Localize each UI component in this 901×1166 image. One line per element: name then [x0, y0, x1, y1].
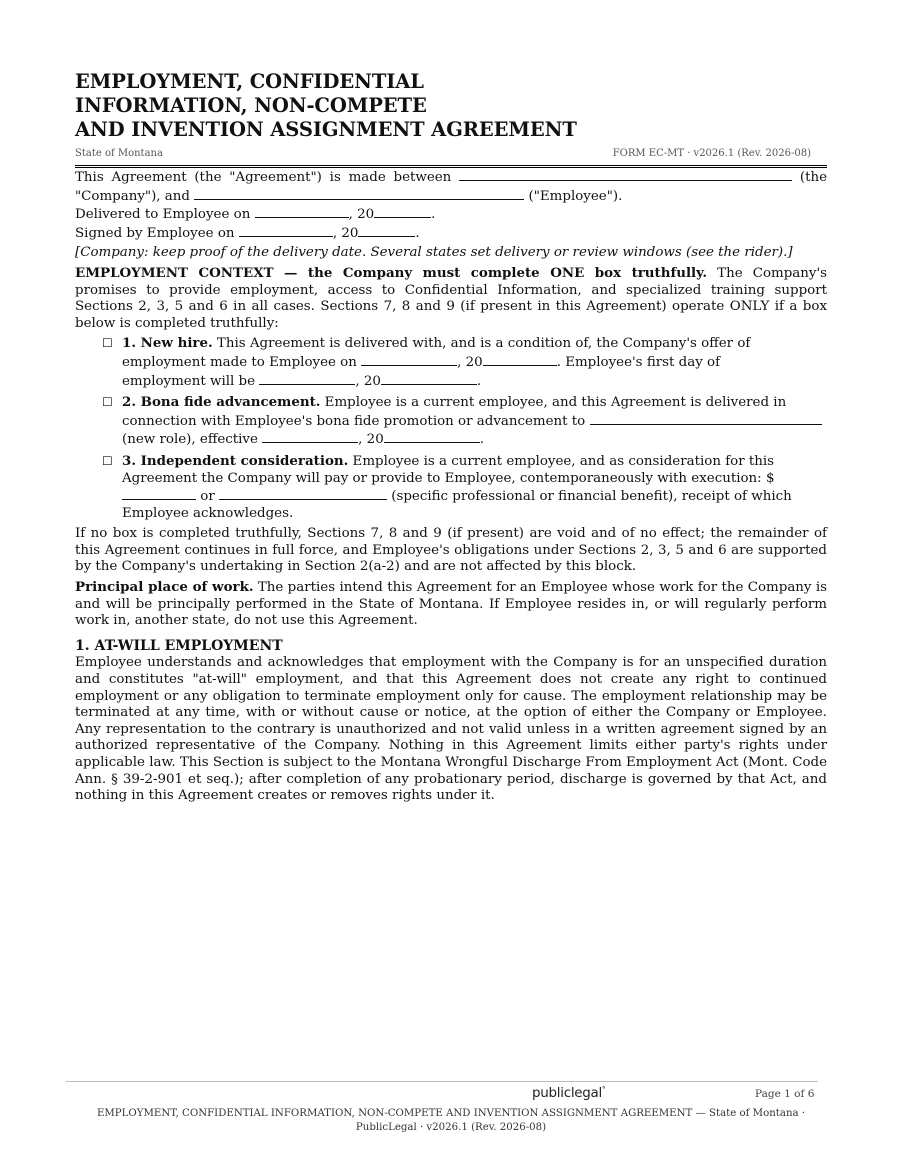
footer-text: [66, 1107, 836, 1135]
footer-line: PublicLegal · v2026.1 (Rev. 2026-08): [355, 1122, 547, 1133]
signed-line: [75, 224, 827, 243]
logo-mark: °: [601, 1085, 606, 1094]
checkbox[interactable]: ☐: [102, 395, 113, 410]
option-body: (specific professional or financial benefit), receipt of which Employee acknowledges.: [122, 489, 792, 521]
option-text: [122, 453, 827, 522]
option-body: Employee is a current employee, and as consideration for this Agreement the Company will pay or provide to Employee, contemporaneously with execution: $: [122, 453, 775, 486]
parties-paragraph: [75, 168, 827, 205]
year-prefix: , 20: [355, 373, 381, 389]
start-year-blank[interactable]: [381, 372, 477, 385]
option-new-hire: [102, 335, 827, 390]
year-prefix: , 20: [358, 432, 384, 448]
option-body: Employee is a current employee, and this Agreement is delivered in connection with Employee's bona fide promotion or advancement to: [122, 395, 787, 429]
year-prefix: , 20: [348, 207, 375, 223]
context-body: The Company's promises to provide employment, access to Confidential Information, and specialized training support Sections 2, 3, 5 and 6 in all cases. Sections 7, 8 and 9 (if present in this Agreement) operate ONLY if a box below is completed truthfully:: [75, 265, 828, 331]
year-prefix: , 20: [332, 225, 359, 241]
option-text: [122, 394, 827, 449]
option-label: 2. Bona fide advancement.: [122, 394, 321, 411]
offer-date-blank[interactable]: [361, 353, 457, 366]
option-body: (new role), effective: [122, 432, 263, 448]
document-body: [75, 168, 827, 805]
signed-label: Signed by Employee on: [75, 225, 235, 241]
no-box-paragraph: If no box is completed truthfully, Sections 7, 8 and 9 (if present) are void and of no effect; the remainder of this Agreement continues in full force, and Employee's obligations under Sections 2, 3, 5 and 6 are supported by the Company's undertaking in Section 2(a-2) and are not affected by this block.: [75, 526, 827, 575]
start-date-blank[interactable]: [259, 372, 355, 385]
footer-rule: [66, 1081, 818, 1082]
page-number: Page 1 of 6: [755, 1088, 815, 1100]
employment-context-paragraph: [75, 265, 827, 332]
delivered-date-blank[interactable]: [255, 205, 349, 218]
benefit-blank[interactable]: [219, 487, 387, 500]
option-text: [122, 335, 827, 390]
title-line: AND INVENTION ASSIGNMENT AGREEMENT: [75, 118, 577, 141]
intro-text: (the "Company"), and: [75, 170, 827, 204]
effective-date-blank[interactable]: [262, 430, 358, 443]
intro-text: This Agreement (the "Agreement") is made between: [75, 170, 452, 185]
delivered-line: [75, 205, 827, 224]
option-label: 1. New hire.: [122, 335, 213, 352]
effective-year-blank[interactable]: [384, 430, 480, 443]
section-1-heading: 1. AT-WILL EMPLOYMENT: [75, 637, 283, 654]
principal-heading: Principal place of work.: [75, 579, 254, 596]
option-body: or: [196, 489, 219, 505]
period: .: [476, 373, 482, 389]
signed-date-blank[interactable]: [239, 224, 333, 237]
amount-blank[interactable]: [122, 487, 196, 500]
delivered-year-blank[interactable]: [374, 205, 431, 218]
context-options: [102, 335, 827, 522]
title-line: EMPLOYMENT, CONFIDENTIAL: [75, 70, 424, 93]
state-label: State of Montana: [75, 148, 163, 159]
new-role-blank[interactable]: [590, 412, 822, 425]
section-1-body: Employee understands and acknowledges that employment with the Company is for an unspecified duration and constitutes "at-will" employment, and that this Agreement does not create any right to continued employment or any obligation to terminate employment only for cause. The employment relationship may be terminated at any time, with or without cause or notice, at the option of either the Company or Employee. Any representation to the contrary is unauthorized and not valid unless in a written agreement signed by an authorized representative of the Company. Nothing in this Agreement limits either party's rights under applicable law. This Section is subject to the Montana Wrongful Discharge From Employment Act (Mont. Code Ann. § 39-2-901 et seq.); after completion of any probationary period, discharge is governed by that Act, and nothing in this Agreement creates or removes rights under it.: [75, 655, 827, 804]
period: .: [431, 207, 436, 223]
option-independent-consideration: [102, 453, 827, 522]
principal-body: The parties intend this Agreement for an Employee whose work for the Company is and will be principally performed in the State of Montana. If Employee resides in, or will regularly perform work in, another state, do not use this Agreement.: [75, 580, 827, 629]
option-body: This Agreement is delivered with, and is a condition of, the Company's offer of employment made to Employee on: [122, 336, 751, 370]
footer-line: EMPLOYMENT, CONFIDENTIAL INFORMATION, NON-COMPETE AND INVENTION ASSIGNMENT AGREEMENT — State of Montana ·: [96, 1108, 806, 1119]
option-body: . Employee's first day of employment will be: [122, 354, 721, 389]
period: .: [415, 225, 420, 241]
employee-name-blank[interactable]: [194, 187, 524, 200]
logo-text: publiclegal: [532, 1085, 602, 1101]
signed-year-blank[interactable]: [358, 224, 415, 237]
document-page: [75, 70, 827, 805]
checkbox[interactable]: ☐: [102, 336, 113, 351]
publiclegal-logo: [532, 1085, 605, 1101]
document-title: [75, 70, 827, 142]
context-heading: EMPLOYMENT CONTEXT — the Company must complete ONE box truthfully.: [75, 264, 708, 281]
checkbox[interactable]: ☐: [102, 453, 113, 468]
option-advancement: [102, 394, 827, 449]
intro-text: ("Employee").: [528, 188, 623, 204]
principal-place-paragraph: [75, 579, 827, 630]
company-name-blank[interactable]: [459, 168, 792, 181]
company-note: [Company: keep proof of the delivery date. Several states set delivery or review windows (see the rider).]: [75, 245, 793, 261]
period: .: [479, 432, 484, 448]
year-prefix: , 20: [457, 354, 483, 370]
offer-year-blank[interactable]: [483, 353, 557, 366]
delivered-label: Delivered to Employee on: [75, 207, 251, 223]
title-line: INFORMATION, NON-COMPETE: [75, 94, 427, 117]
document-meta: [75, 148, 827, 159]
form-id: FORM EC-MT · v2026.1 (Rev. 2026-08): [612, 148, 811, 159]
option-label: 3. Independent consideration.: [122, 452, 349, 469]
